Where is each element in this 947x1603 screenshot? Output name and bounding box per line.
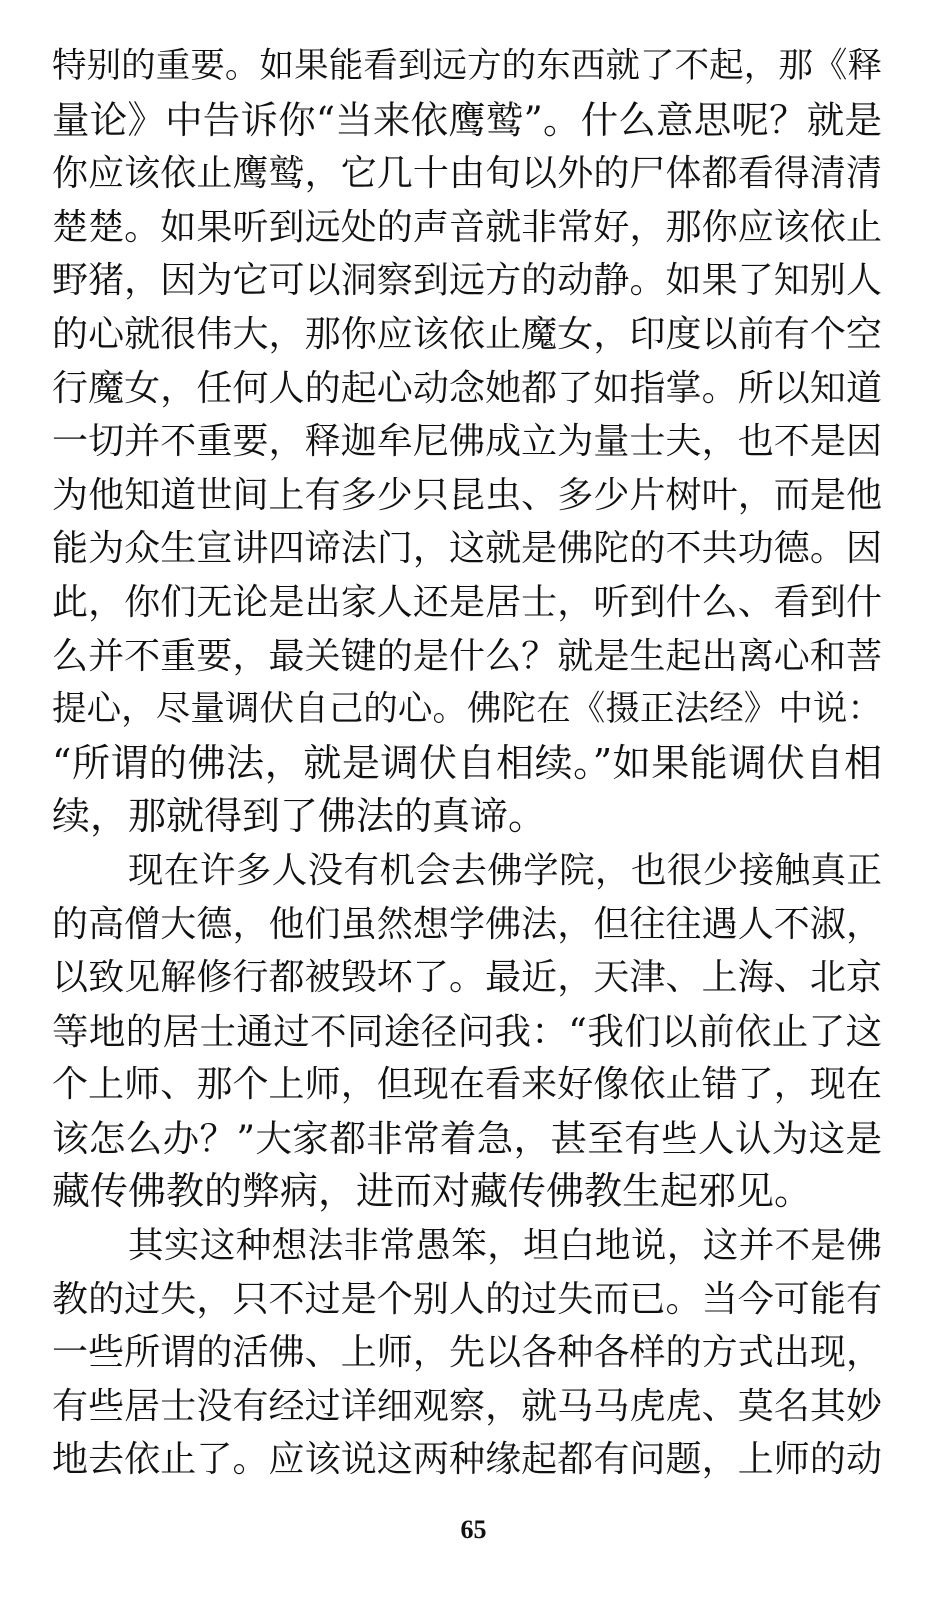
- text-line: 量论》中告诉你“当来依鹰鹫”。什么意思呢？就是: [52, 97, 882, 142]
- text-line: 地去依止了。应该说这两种缘起都有问题，上师的动: [52, 1439, 882, 1481]
- text-line: 的心就很伟大，那你应该依止魔女，印度以前有个空: [52, 313, 882, 355]
- text-line: 一切并不重要，释迦牟尼佛成立为量士夫，也不是因: [52, 421, 882, 463]
- text-line: “所谓的佛法，就是调伏自相续。”如果能调伏自相: [52, 740, 882, 785]
- text-line: 的高僧大德，他们虽然想学佛法，但往往遇人不淑，: [52, 903, 882, 945]
- text-line: 特别的重要。如果能看到远方的东西就了不起，那《释: [52, 46, 882, 86]
- text-line: 有些居士没有经过详细观察，就马马虎虎、莫名其妙: [52, 1385, 882, 1427]
- text-line: 为他知道世间上有多少只昆虫、多少片树叶，而是他: [52, 474, 882, 516]
- text-line: 藏传佛教的弊病，进而对藏传佛教生起邪见。: [52, 1169, 813, 1214]
- text-line: 现在许多人没有机会去佛学院，也很少接触真正: [128, 849, 882, 891]
- text-line: 其实这种想法非常愚笨，坦白地说，这并不是佛: [128, 1225, 882, 1267]
- text-line: 楚楚。如果听到远处的声音就非常好，那你应该依止: [52, 206, 882, 248]
- text-line: 续，那就得到了佛法的真谛。: [52, 794, 547, 839]
- text-line: 教的过失，只不过是个别人的过失而已。当今可能有: [52, 1278, 882, 1320]
- text-line: 野猪，因为它可以洞察到远方的动静。如果了知别人: [52, 260, 882, 302]
- text-line: 能为众生宣讲四谛法门，这就是佛陀的不共功德。因: [52, 528, 882, 570]
- text-line: 提心，尽量调伏自己的心。佛陀在《摄正法经》中说：: [52, 689, 882, 730]
- text-line: 么并不重要，最关键的是什么？就是生起出离心和菩: [52, 635, 882, 677]
- text-line: 等地的居士通过不同途径问我：“我们以前依止了这: [52, 1009, 882, 1053]
- body-text: [52, 40, 882, 1487]
- text-line: 行魔女，任何人的起心动念她都了如指掌。所以知道: [52, 367, 882, 409]
- text-line: 此，你们无论是出家人还是居士，听到什么、看到什: [52, 581, 882, 623]
- page-number: 65: [460, 1515, 487, 1544]
- text-line: 该怎么办？”大家都非常着急，甚至有些人认为这是: [52, 1116, 882, 1160]
- text-line: 一些所谓的活佛、上师，先以各种各样的方式出现，: [52, 1332, 882, 1374]
- text-line: 你应该依止鹰鹫，它几十由旬以外的尸体都看得清清: [52, 153, 882, 195]
- text-line: 以致见解修行都被毁坏了。最近，天津、上海、北京: [52, 957, 882, 999]
- text-line: 个上师、那个上师，但现在看来好像依止错了，现在: [52, 1064, 882, 1106]
